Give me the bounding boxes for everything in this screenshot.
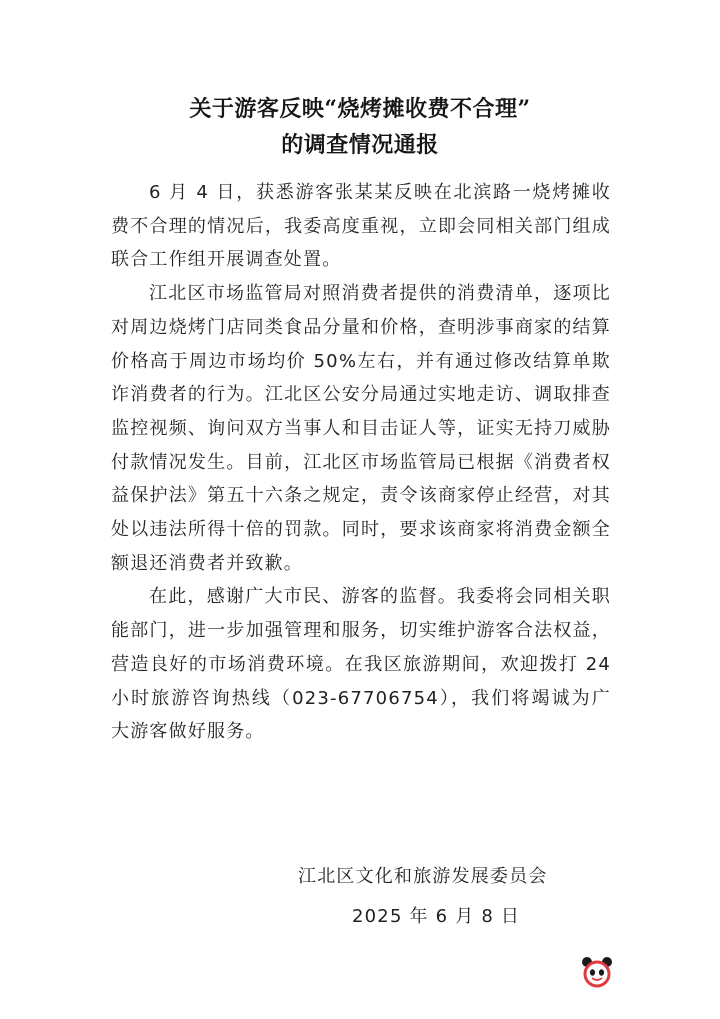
paragraph-3: 在此，感谢广大市民、游客的监督。我委将会同相关职能部门，进一步加强管理和服务，切实维护游客合法权益，营造良好的市场消费环境。在我区旅游期间，欢迎拨打 24 小时旅游咨询热线（023-67706754），我们将竭诚为广大游客做好服务。: [111, 586, 611, 743]
signature-date: 2025 年 6 月 8 日: [352, 906, 521, 927]
paragraph-2: 江北区市场监管局对照消费者提供的消费清单，逐项比对周边烧烤门店同类食品分量和价格，查明涉事商家的结算价格高于周边市场均价 50%左右，并有通过修改结算单欺诈消费者的行为。江北区公安分局通过实地走访、调取排查监控视频、询问双方当事人和目击证人等，证实无持刀威胁付款情况发生。目前，江北区市场监管局已根据《消费者权益保护法》第五十六条之规定，责令该商家停止经营，对其处以违法所得十倍的罚款。同时，要求该商家将消费金额全额退还消费者并致歉。: [111, 283, 611, 574]
paragraph-1: 6 月 4 日，获悉游客张某某反映在北滨路一烧烤摊收费不合理的情况后，我委高度重视，立即会同相关部门组成联合工作组开展调查处置。: [111, 182, 611, 271]
document-title-line-2: 的调查情况通报: [281, 132, 439, 158]
signature-organization: 江北区文化和旅游发展委员会: [298, 866, 548, 887]
document-body: [111, 176, 611, 749]
panda-logo-icon: [580, 955, 614, 989]
document-title-line-1: 关于游客反映“烧烤摊收费不合理”: [189, 96, 531, 122]
